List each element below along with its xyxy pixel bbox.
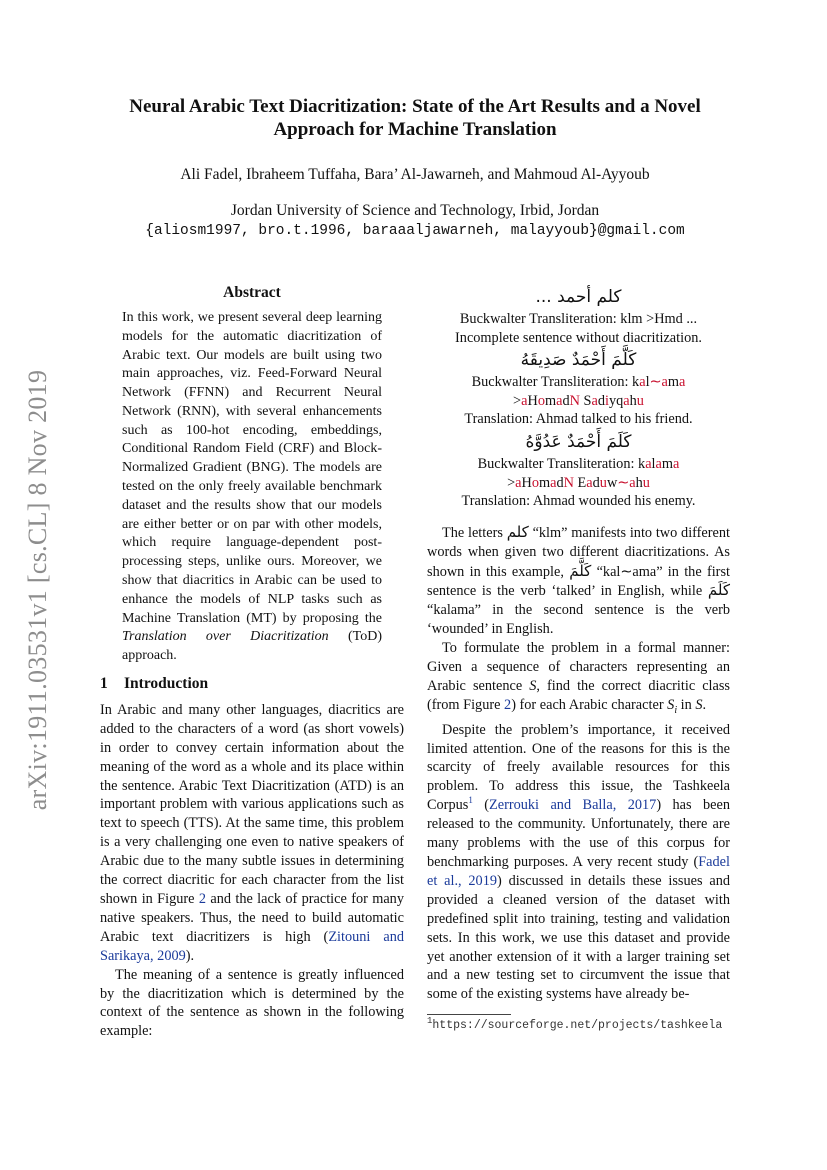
right-column <box>427 284 730 1033</box>
section-number: 1 <box>100 675 108 693</box>
transliteration-char: h <box>635 474 643 491</box>
intro-p1-end: ). <box>185 947 195 964</box>
intro-paragraph-1 <box>100 701 404 966</box>
translation-line-3: Translation: Ahmad wounded his enemy. <box>461 493 696 510</box>
translation-line-2: Translation: Ahmad talked to his friend. <box>464 411 693 428</box>
transliteration-char: u <box>636 392 644 409</box>
transliteration-char: a <box>521 392 528 409</box>
text-run: ) discussed in details these issues and provided a cleaned version of the dataset with predefined split into training, testing and validation sets. In this work, we use this dataset and provide yet another extension of it with a larger training set and a new testing set to circumvent the issue that some of the existing systems have already be- <box>427 872 731 1003</box>
abstract-tod-term: Translation over Diacritization <box>122 629 329 645</box>
footnote-divider <box>427 1014 511 1015</box>
text-run: Despite the problem’s importance, it received limited attention. One of the reasons for this is the scarcity of freely available resources for this problem. To address this issue, the Tashkeela Corpus <box>427 721 730 814</box>
transliteration-char: ∼ <box>649 374 662 391</box>
transliteration-char: ∼ <box>617 474 630 491</box>
transliteration-char: a <box>645 455 652 472</box>
math-symbol-s: S <box>695 696 703 713</box>
transliteration-char: m <box>667 374 680 391</box>
transliteration-char: a <box>629 474 636 491</box>
transliteration-char: d <box>562 392 570 409</box>
text-run: ( <box>472 797 490 814</box>
transliteration-char: d <box>597 392 605 409</box>
section-title: Introduction <box>124 675 209 693</box>
transliteration-char: a <box>639 374 646 391</box>
footnote <box>427 1016 730 1033</box>
transliteration-char: a <box>556 392 563 409</box>
right-paragraph-1 <box>427 523 730 639</box>
left-column <box>100 284 404 1041</box>
arabic-word-kallama: كَلَّمَ <box>569 561 592 580</box>
transliteration-char: q <box>616 392 624 409</box>
math-symbol-s: S <box>529 678 537 694</box>
footnote-url[interactable]: https://sourceforge.net/projects/tashkeela <box>432 1019 723 1033</box>
buckwalter-transliteration <box>632 374 685 390</box>
transliteration-char: u <box>599 474 607 491</box>
transliteration-char: > <box>507 474 516 491</box>
buckwalter-line-2 <box>427 373 730 392</box>
transliteration-char: o <box>531 474 539 491</box>
text-run: “kal∼ama” in the first sentence is the verb ‘talked’ in English, while <box>427 563 730 600</box>
arabic-sentence-undiacritized: كلم أحمد ... <box>535 287 622 307</box>
citation-link-fadel[interactable]: Fadel et al., 2019 <box>427 854 730 889</box>
diacritization-example <box>427 284 730 511</box>
transliteration-char: a <box>673 455 680 472</box>
transliteration-char: m <box>544 392 557 409</box>
right-paragraph-2 <box>427 639 730 720</box>
transliteration-char: a <box>515 474 522 491</box>
transliteration-char: H <box>521 474 532 491</box>
transliteration-char: i <box>604 392 609 409</box>
transliteration-char: a <box>655 455 662 472</box>
abstract-heading: Abstract <box>223 284 281 301</box>
abstract-text: In this work, we present several deep learning models for the automatic diacritization of Arabic text. Our models are built using two main approaches, viz. Feed-Forward Neural Network (FFNN) and Recurrent Neural Network (RNN), with several enhancements such as 100-hot encoding, embeddings, Conditional Random Field (CRF) and Block-Normalized Gradient (BNG). The models are tested on the only freely available benchmark dataset and the results show that our models are either better or on par with other models, which require language-dependent post-processing steps, unlike ours. Moreover, we show that diacritics in Arabic can be used to enhance the models of NLP tasks such as Machine Translation (MT) by proposing the <box>122 309 382 626</box>
buckwalter-line-1: Buckwalter Transliteration: klm >Hmd ... <box>459 311 698 327</box>
transliteration-char: S <box>583 392 592 409</box>
text-run: , find the correct diacritic class (from Figure <box>427 678 730 713</box>
transliteration-char: k <box>632 374 640 391</box>
author-emails: {aliosm1997, bro.t.1996, baraaaljawarneh, malayyoub}@gmail.com <box>145 223 685 239</box>
title-line-1: Neural Arabic Text Diacritization: State of the Art Results and a Novel <box>129 96 701 117</box>
text-run: ) for each Arabic character <box>511 696 668 713</box>
transliteration-char: m <box>661 455 674 472</box>
buckwalter-transliteration-cont <box>427 392 730 411</box>
buckwalter-label: Buckwalter Transliteration: <box>477 455 639 472</box>
transliteration-char: h <box>629 392 637 409</box>
text-run: . <box>702 696 707 713</box>
transliteration-char: > <box>513 392 522 409</box>
transliteration-char: N <box>569 392 580 409</box>
text-run: ) has been released to the community. Unfortunately, there are many problems with the use of this corpus for benchmarking purposes. A very recent study ( <box>427 797 730 871</box>
title-line-2: Approach for Machine Translation <box>273 119 557 140</box>
math-subscript-i: i <box>674 704 678 716</box>
arabic-sentence-wounded: كَلَمَ أَحْمَدٌ عَدُوَّهُ <box>525 431 632 452</box>
transliteration-char: a <box>679 374 686 391</box>
arxiv-stamp-text: arXiv:1911.03531v1 [cs.CL] 8 Nov 2019 <box>23 369 52 811</box>
section-heading-introduction <box>100 675 404 694</box>
text-run: in <box>677 696 696 713</box>
transliteration-char: l <box>645 374 650 391</box>
transliteration-char: N <box>563 474 574 491</box>
transliteration-char: y <box>608 392 617 409</box>
text-run: “kalama” in the second sentence is the verb ‘wounded’ in English. <box>427 602 730 638</box>
affiliation-block <box>100 201 730 241</box>
transliteration-char: d <box>556 474 564 491</box>
transliteration-char: u <box>642 474 650 491</box>
text-run: “klm” manifests into two different words when given two different diacritizations. As shown in this example, <box>427 524 730 580</box>
citation-link-zerrouki[interactable]: Zerrouki and Balla, 2017 <box>489 797 657 814</box>
figure-link[interactable]: 2 <box>198 891 206 908</box>
affiliation: Jordan University of Science and Technology, Irbid, Jordan <box>230 202 600 219</box>
author-list: Ali Fadel, Ibraheem Tuffaha, Bara’ Al-Jawarneh, and Mahmoud Al-Ayyoub <box>180 166 650 183</box>
buckwalter-line-3 <box>427 455 730 474</box>
transliteration-char: a <box>661 374 668 391</box>
intro-paragraph-2: The meaning of a sentence is greatly influenced by the diacritization which is determined by the context of the sentence as shown in the following example: <box>100 966 404 1040</box>
math-symbol-si: S <box>667 696 675 713</box>
transliteration-char: a <box>623 392 630 409</box>
transliteration-char: a <box>591 392 598 409</box>
transliteration-char: w <box>606 474 618 491</box>
right-paragraph-3 <box>427 721 730 1005</box>
transliteration-char: k <box>638 455 646 472</box>
transliteration-char: l <box>651 455 656 472</box>
figure-link[interactable]: 2 <box>504 696 512 713</box>
arabic-word-kalama: كَلَمَ <box>707 581 730 600</box>
transliteration-char: H <box>527 392 538 409</box>
arxiv-stamp <box>18 340 58 840</box>
footnote-marker[interactable]: 1 <box>468 795 473 806</box>
transliteration-char: a <box>550 474 557 491</box>
text-run: The letters <box>442 524 507 541</box>
transliteration-char: o <box>537 392 545 409</box>
citation-link-zitouni[interactable]: Zitouni and Sarikaya, 2009 <box>100 928 404 964</box>
footnote-number: 1 <box>427 1016 433 1027</box>
buckwalter-transliteration <box>638 456 679 472</box>
transliteration-char: d <box>592 474 600 491</box>
transliteration-char: E <box>577 474 587 491</box>
abstract-text-end: (ToD) approach. <box>122 629 383 664</box>
transliteration-char: a <box>586 474 593 491</box>
buckwalter-label: Buckwalter Transliteration: <box>471 374 633 391</box>
arabic-word-klm: كلم <box>506 522 529 541</box>
intro-p1-text-mid: and the lack of practice for many native speakers. Thus, the need to build automatic Arabic text diacritizers is high ( <box>100 891 404 945</box>
buckwalter-transliteration-cont <box>427 474 730 493</box>
transliteration-char: m <box>538 474 551 491</box>
text-run: To formulate the problem in a formal manner: Given a sequence of characters representing an Arabic sentence <box>427 640 730 694</box>
intro-p1-text: In Arabic and many other languages, diacritics are added to the characters of a word (as short vowels) in order to convey certain information about the meaning of the word as a whole and its place within the sentence. Arabic Text Diacritization (ATD) is an important problem with various applications such as text to speech (TTS). At the same time, this problem is a very challenging one even to native speakers of Arabic due to the many subtle issues in determining the correct diacritic for each character from the list shown in Figure <box>100 701 404 908</box>
arabic-sentence-talked: كَلَّمَ أَحْمَدٌ صَدِيقَهُ <box>520 350 637 371</box>
abstract-body <box>122 309 382 666</box>
example-note-1: Incomplete sentence without diacritization. <box>455 329 702 346</box>
paper-title <box>100 95 730 141</box>
